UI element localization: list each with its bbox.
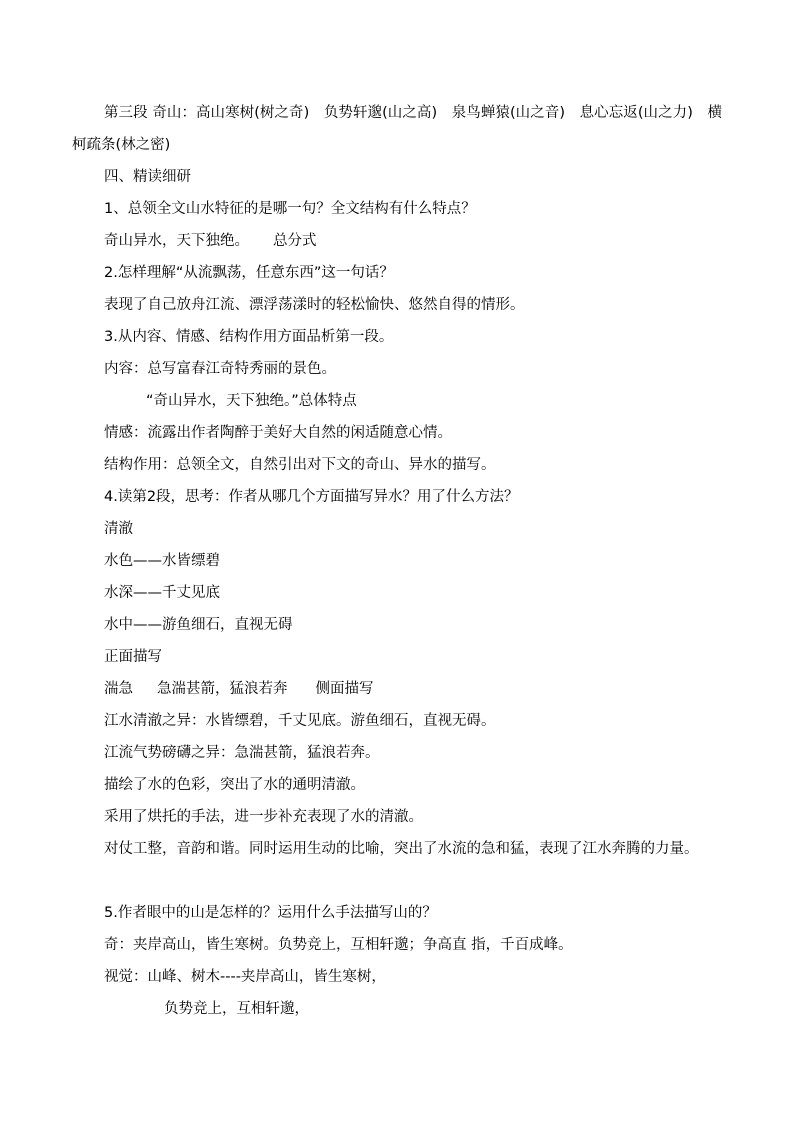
- color-analysis: 描绘了水的色彩，突出了水的通明清澈。: [104, 777, 365, 793]
- direct-description-label: 正面描写: [104, 649, 162, 665]
- water-inside: 水中——游鱼细石，直视无碍: [104, 617, 293, 633]
- answer-1-quote: 奇山异水，天下独绝。: [104, 233, 249, 249]
- powerful-flow-summary: 江流气势磅礴之异：急湍甚箭，猛浪若奔。: [104, 745, 380, 761]
- mountain-visual: 视觉：山峰、树木----夹岸高山，皆生寒树，: [104, 969, 386, 985]
- mountain-visual-cont: 负势竞上，互相轩邈，: [164, 1001, 309, 1017]
- answer-3-structure: 结构作用：总领全文，自然引出对下文的奇山、异水的描写。: [104, 457, 496, 473]
- question-2: 2.怎样理解“从流飘荡，任意东西”这一句话？: [104, 265, 394, 281]
- side-description-label: 侧面描写: [315, 681, 374, 697]
- section-heading-close-reading: 四、精读细研: [104, 169, 191, 185]
- answer-3-emotion: 情感：流露出作者陶醉于美好大自然的闲适随意心情。: [104, 425, 452, 441]
- question-1: 1、总领全文山水特征的是哪一句？全文结构有什么特点？: [104, 201, 476, 217]
- question-3: 3.从内容、情感、结构作用方面品析第一段。: [104, 329, 394, 345]
- question-4: 4.读第2段，思考：作者从哪几个方面描写异水？用了什么方法？: [104, 489, 519, 505]
- mountain-strange: 奇：夹岸高山，皆生寒树。负势竞上，互相轩邈；争高直 指，千百成峰。: [104, 937, 573, 953]
- water-depth: 水深——千丈见底: [104, 585, 220, 601]
- answer-2: 表现了自己放舟江流、漂浮荡漾时的轻松愉快、悠然自得的情形。: [104, 297, 525, 313]
- answer-3-quote: “奇山异水，天下独绝。”总体特点: [146, 393, 357, 409]
- answer-1-structure: 总分式: [273, 233, 317, 249]
- contrast-analysis: 采用了烘托的手法，进一步补充表现了水的清澈。: [104, 809, 423, 825]
- rhetoric-analysis: 对仗工整，音韵和谐。同时运用生动的比喻，突出了水流的急和猛，表现了江水奔腾的力量。: [104, 841, 699, 857]
- water-color: 水色——水皆缥碧: [104, 553, 220, 569]
- document-page: [72, 97, 722, 1025]
- question-5: 5.作者眼中的山是怎样的？运用什么手法描写山的？: [104, 905, 437, 921]
- answer-3-content: 内容：总写富春江奇特秀丽的景色。: [104, 361, 336, 377]
- answer-1: [72, 225, 722, 257]
- clear-water-summary: 江水清澈之异：水皆缥碧，千丈见底。游鱼细石，直视无碍。: [104, 713, 496, 729]
- rapid-quote: 急湍甚箭，猛浪若奔: [157, 681, 288, 697]
- paragraph-third-section: 第三段 奇山：高山寒树(树之奇) 负势轩邈(山之高) 泉鸟蝉猿(山之音) 息心忘返(山之力) 横柯疏条(林之密): [72, 105, 722, 153]
- rapid-line: [72, 673, 722, 705]
- clear-label: 清澈: [104, 521, 133, 537]
- rapid-label: 湍急: [104, 681, 133, 697]
